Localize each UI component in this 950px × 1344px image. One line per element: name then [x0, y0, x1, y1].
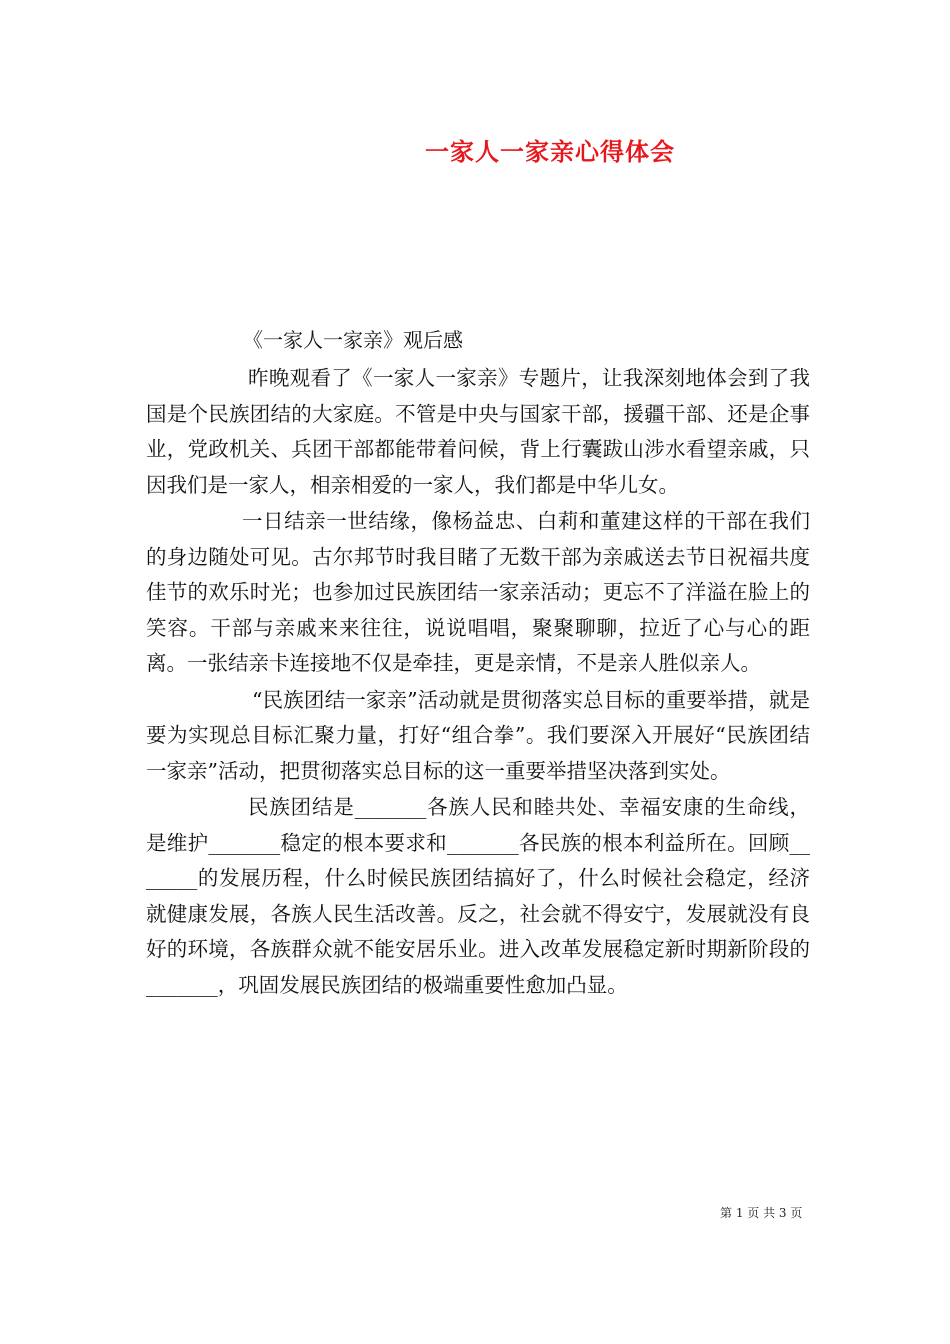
page-number-footer: 第 1 页 共 3 页: [720, 1206, 803, 1220]
paragraph: “民族团结一家亲”活动就是贯彻落实总目标的重要举措，就是要为实现总目标汇聚力量，打好“组合拳”。我们要深入开展好“民族团结一家亲”活动，把贯彻落实总目标的这一重要举措坚决落到实处。: [146, 687, 810, 783]
paragraph: 昨晚观看了《一家人一家亲》专题片，让我深刻地体会到了我国是个民族团结的大家庭。不管是中央与国家干部，援疆干部、还是企事业，党政机关、兵团干部都能带着问候，背上行囊跋山涉水看望亲戚，只因我们是一家人，相亲相爱的一家人，我们都是中华儿女。: [146, 366, 810, 497]
paragraph: 民族团结是_______各族人民和睦共处、幸福安康的生命线，是维护_______稳定的根本要求和_______各民族的根本利益所在。回顾_______的发展历程，什么时候民族团结搞好了，什么时候社会稳定，经济就健康发展，各族人民生活改善。反之，社会就不得安宁，发展就没有良好的环境，各族群众就不能安居乐业。进入改革发展稳定新时期新阶段的_______，巩固发展民族团结的极端重要性愈加凸显。: [146, 795, 810, 997]
document-body: [146, 361, 810, 1004]
paragraph: 一日结亲一世结缘，像杨益忠、白莉和董建这样的干部在我们的身边随处可见。古尔邦节时我目睹了无数干部为亲戚送去节日祝福共度佳节的欢乐时光；也参加过民族团结一家亲活动；更忘不了洋溢在脸上的笑容。干部与亲戚来来往往，说说唱唱，聚聚聊聊，拉近了心与心的距离。一张结亲卡连接地不仅是牵挂，更是亲情，不是亲人胜似亲人。: [146, 509, 810, 675]
document-subtitle: 《一家人一家亲》观后感: [243, 328, 463, 352]
document-title: 一家人一家亲心得体会: [425, 137, 675, 166]
